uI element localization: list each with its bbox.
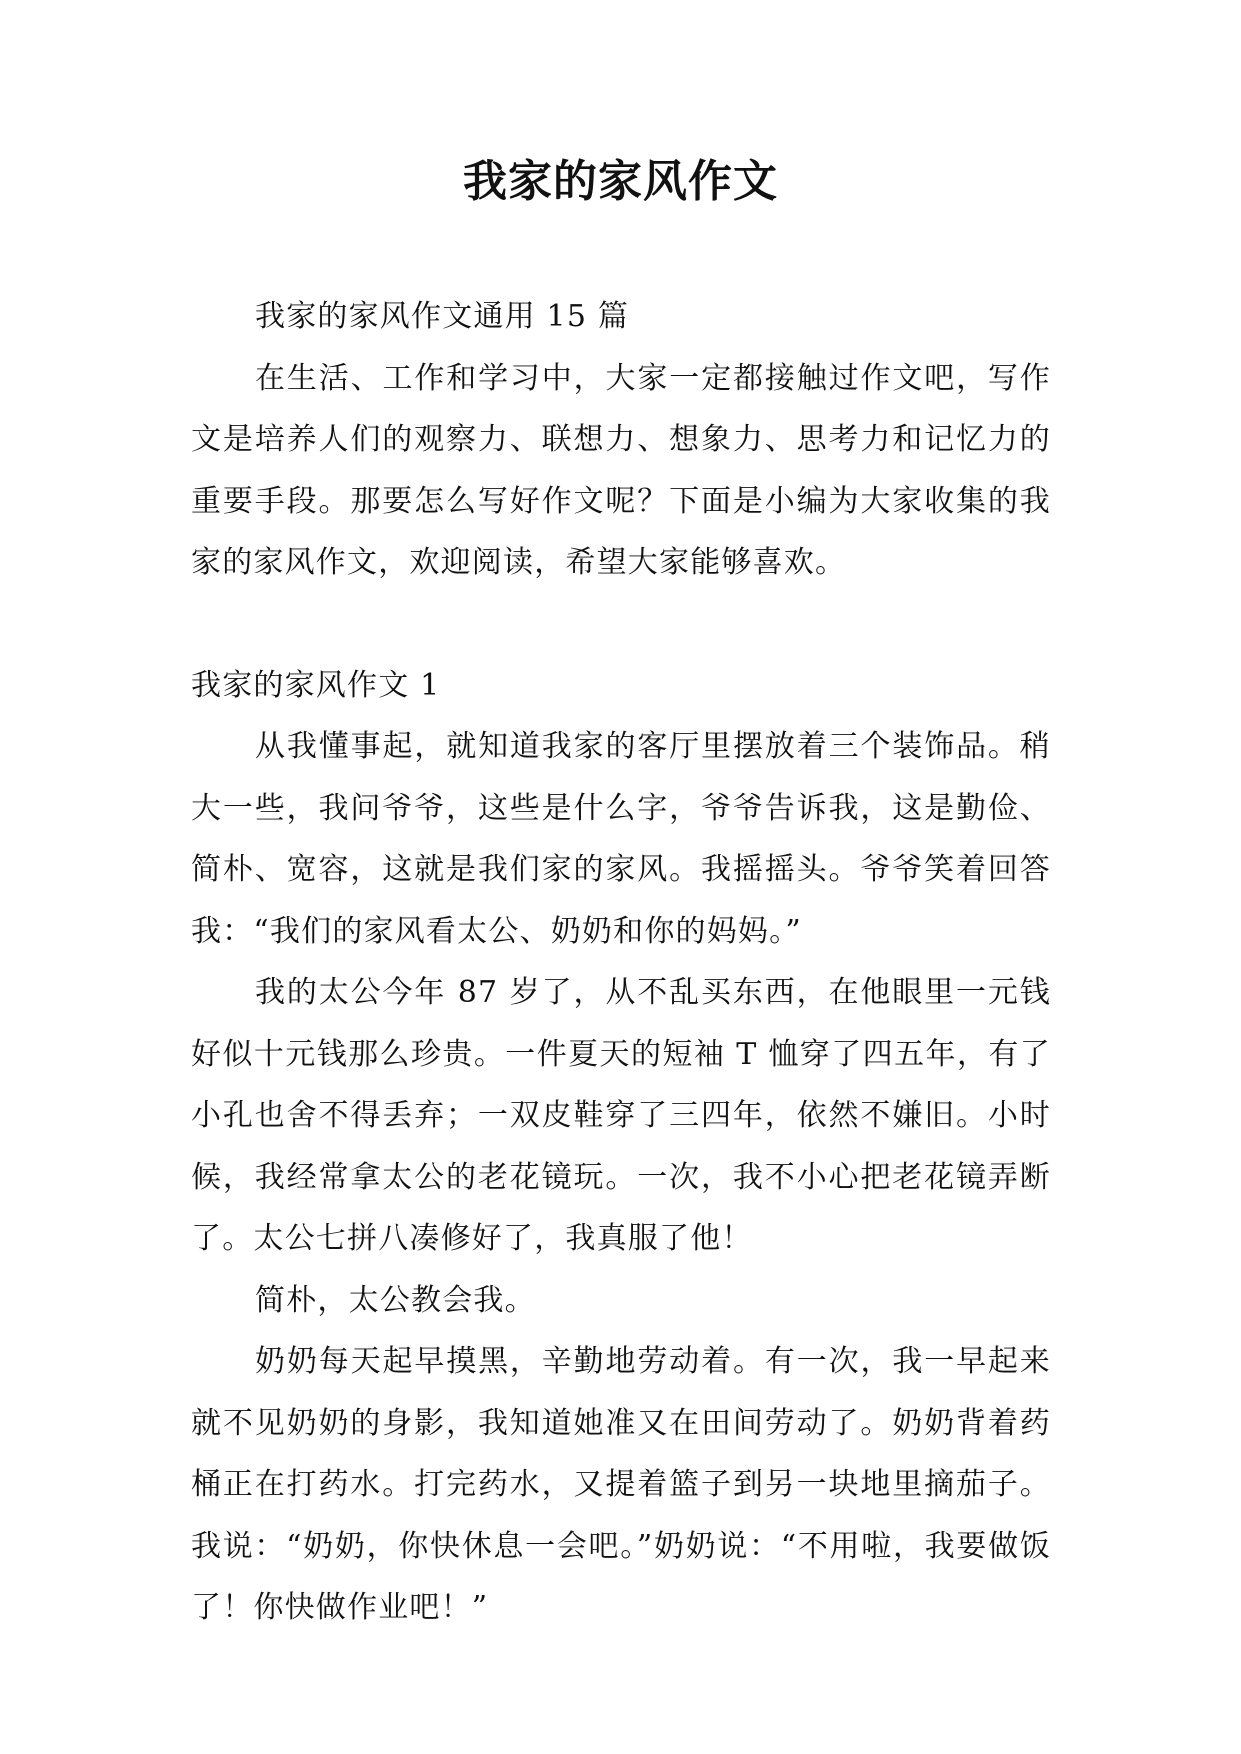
- document-body: [191, 286, 1051, 1639]
- intro-paragraph: 在生活、工作和学习中，大家一定都接触过作文吧，写作文是培养人们的观察力、联想力、想象力、思考力和记忆力的重要手段。那要怎么写好作文呢？下面是小编为大家收集的我家的家风作文，欢迎阅读，希望大家能够喜欢。: [191, 360, 1051, 580]
- body-paragraph: 我的太公今年 87 岁了，从不乱买东西，在他眼里一元钱好似十元钱那么珍贵。一件夏天的短袖 T 恤穿了四五年，有了小孔也舍不得丢弃；一双皮鞋穿了三四年，依然不嫌旧。小时候，我经常拿太公的老花镜玩。一次，我不小心把老花镜弄断了。太公七拼八凑修好了，我真服了他！: [191, 975, 1051, 1256]
- document-subtitle: 我家的家风作文通用 15 篇: [255, 299, 630, 334]
- section-heading: 我家的家风作文 1: [191, 667, 441, 703]
- document-title: 我家的家风作文: [463, 156, 778, 207]
- body-paragraph: 奶奶每天起早摸黑，辛勤地劳动着。有一次，我一早起来就不见奶奶的身影，我知道她准又在田间劳动了。奶奶背着药桶正在打药水。打完药水，又提着篮子到另一块地里摘茄子。我说：“奶奶，你快休息一会吧。”奶奶说：“不用啦，我要做饭了！你快做作业吧！”: [191, 1344, 1051, 1625]
- body-paragraph: 从我懂事起，就知道我家的客厅里摆放着三个装饰品。稍大一些，我问爷爷，这些是什么字，爷爷告诉我，这是勤俭、简朴、宽容，这就是我们家的家风。我摇摇头。爷爷笑着回答我：“我们的家风看太公、奶奶和你的妈妈。”: [191, 729, 1051, 949]
- body-paragraph: 简朴，太公教会我。: [255, 1282, 536, 1318]
